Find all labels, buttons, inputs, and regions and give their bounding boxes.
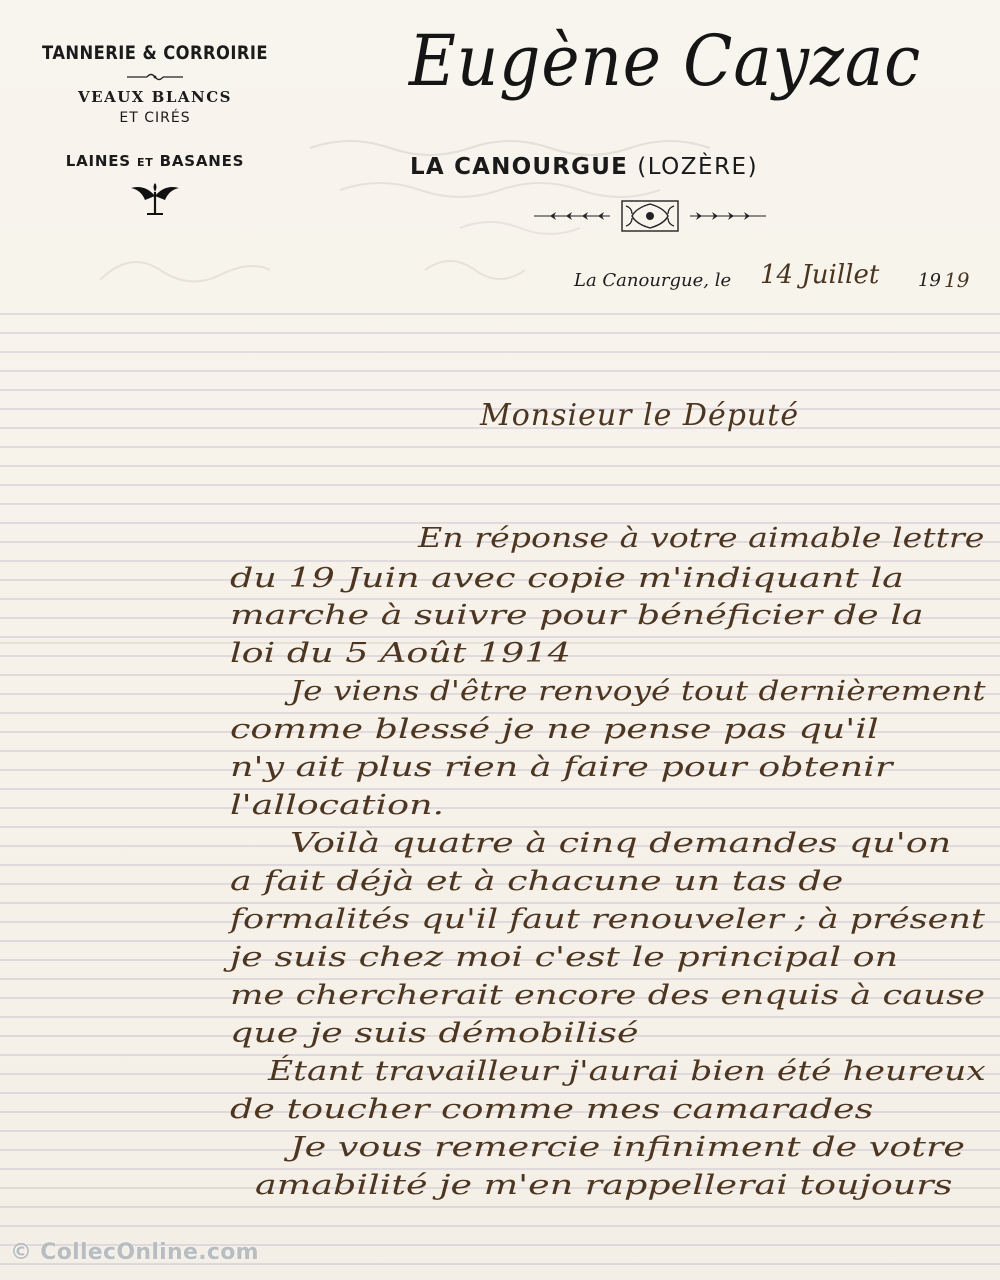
letter-line: loi du 5 Août 1914 (230, 638, 571, 669)
letter-line: je suis chez moi c'est le principal on (230, 942, 899, 973)
letter-line: Je viens d'être renvoyé tout dernièrement (290, 676, 986, 707)
letter-line: En réponse à votre aimable lettre (418, 523, 985, 554)
product-basanes: BASANES (153, 152, 245, 170)
date-day-month: 14 Juillet (760, 260, 880, 290)
letter-line: comme blessé je ne pense pas qu'il (230, 714, 879, 745)
salutation: Monsieur le Député (480, 398, 800, 433)
watermark: © CollecOnline.com (10, 1240, 259, 1265)
product-et: ET (136, 156, 154, 169)
date-printed-label: La Canourgue, le (574, 270, 732, 291)
letterhead-town (410, 154, 758, 180)
date-year-prefix: 19 (918, 270, 941, 291)
letter-line: a fait déjà et à chacune un tas de (230, 866, 844, 897)
letter-line: Voilà quatre à cinq demandes qu'on (290, 828, 952, 859)
letter-line: du 19 Juin avec copie m'indiquant la (230, 563, 904, 594)
letter-line: me chercherait encore des enquis à cause (230, 980, 986, 1011)
letter-line: que je suis démobilisé (230, 1018, 639, 1049)
date-year-suffix: 19 (944, 268, 970, 292)
product-line-laines (20, 152, 290, 170)
scroll-divider-icon (125, 70, 185, 84)
product-line-veaux: VEAUX BLANCS (78, 88, 232, 106)
company-type: TANNERIE & CORROIRIE (42, 42, 268, 64)
town-name: LA CANOURGUE (410, 154, 628, 180)
letter-line: marche à suivre pour bénéficier de la (230, 600, 924, 631)
bleed-through-signature (95, 240, 555, 306)
letterhead-left (20, 42, 290, 216)
floral-ornament-icon (530, 198, 770, 234)
letterhead-name: Eugène Cayzac (408, 20, 922, 102)
region-name: (LOZÈRE) (637, 154, 759, 180)
letter-line: Étant travailleur j'aurai bien été heureux (268, 1056, 986, 1087)
letter-line: de toucher comme mes camarades (230, 1094, 874, 1125)
product-line-cires: ET CIRÉS (119, 110, 191, 126)
letter-line: Je vous remercie infiniment de votre (290, 1132, 965, 1163)
letter-line: formalités qu'il faut renouveler ; à présent (230, 904, 985, 935)
letter-line: amabilité je m'en rappellerai toujours (255, 1170, 953, 1201)
product-laines: LAINES (65, 152, 137, 170)
letter-line: n'y ait plus rien à faire pour obtenir (230, 752, 893, 783)
letter-line: l'allocation. (230, 790, 445, 821)
leaf-emblem-icon (125, 182, 185, 216)
